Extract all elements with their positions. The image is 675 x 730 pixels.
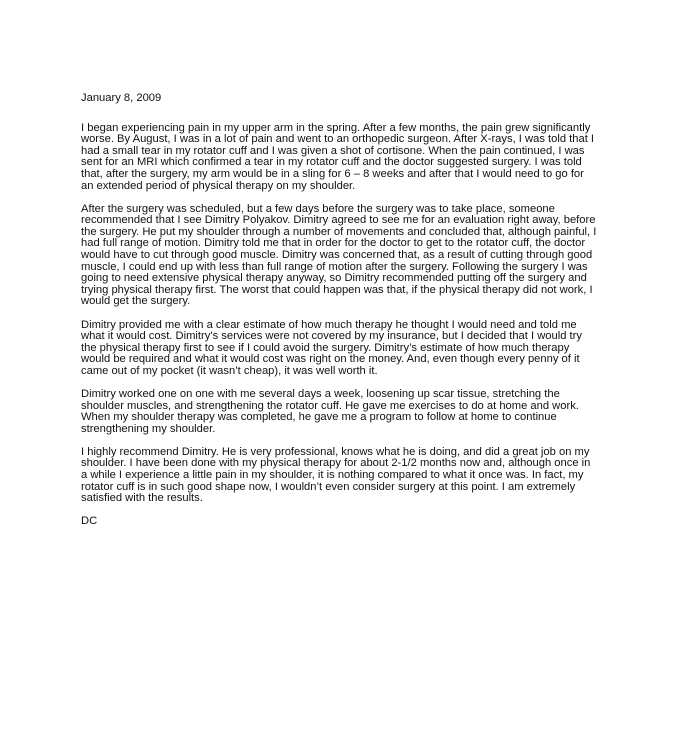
paragraph-1: I began experiencing pain in my upper arm in the spring. After a few months, the pain grew significantly worse. By August, I was in a lot of pain and went to an orthopedic surgeon. After X-rays, I was told that I had a small tear in my rotator cuff and I was given a shot of cortisone. When the pain continued, I was sent for an MRI which confirmed a tear in my rotator cuff and the doctor suggested surgery. I was told that, after the surgery, my arm would be in a sling for 6 – 8 weeks and after that I would need to go for an extended period of physical therapy on my shoulder. [81, 121, 595, 192]
letter-date: January 8, 2009 [81, 92, 162, 104]
paragraph-3: Dimitry provided me with a clear estimate of how much therapy he thought I would need and told me what it would cost. Dimitry’s services were not covered by my insurance, but I decided that I would try the physical therapy first to see if I could avoid the surgery. Dimitry’s estimate of how much therapy would be required and what it would cost was right on the money. And, even though every penny of it came out of my pocket (it wasn’t cheap), it was well worth it. [81, 318, 582, 377]
paragraph-4: Dimitry worked one on one with me several days a week, loosening up scar tissue, stretching the shoulder muscles, and strengthening the rotator cuff. He gave me exercises to do at home and work. When my shoulder therapy was completed, he gave me a program to follow at home to continue strengthening my shoulder. [81, 387, 579, 435]
letter-body [81, 93, 597, 528]
paragraph-2: After the surgery was scheduled, but a few days before the surgery was to take place, someone recommended that I see Dimitry Polyakov. Dimitry agreed to see me for an evaluation right away, before the surgery. He put my shoulder through a number of movements and concluded that, although painful, I had full range of motion. Dimitry told me that in order for the doctor to get to the rotator cuff, the doctor would have to cut through good muscle. Dimitry was concerned that, as a result of cutting through good muscle, I could end up with less than full range of motion after the surgery. Following the surgery I was going to need extensive physical therapy anyway, so Dimitry recommended putting off the surgery and trying physical therapy first. The worst that could happen was that, if the physical therapy did not work, I would get the surgery. [81, 202, 597, 308]
signature: DC [81, 515, 98, 528]
paragraph-5: I highly recommend Dimitry. He is very professional, knows what he is doing, and did a great job on my shoulder. I have been done with my physical therapy for about 2-1/2 months now and, although once in a while I experience a little pain in my shoulder, it is nothing compared to what it once was. In fact, my rotator cuff is in such good shape now, I wouldn’t even consider surgery at this point. I am extremely satisfied with the results. [81, 445, 591, 505]
